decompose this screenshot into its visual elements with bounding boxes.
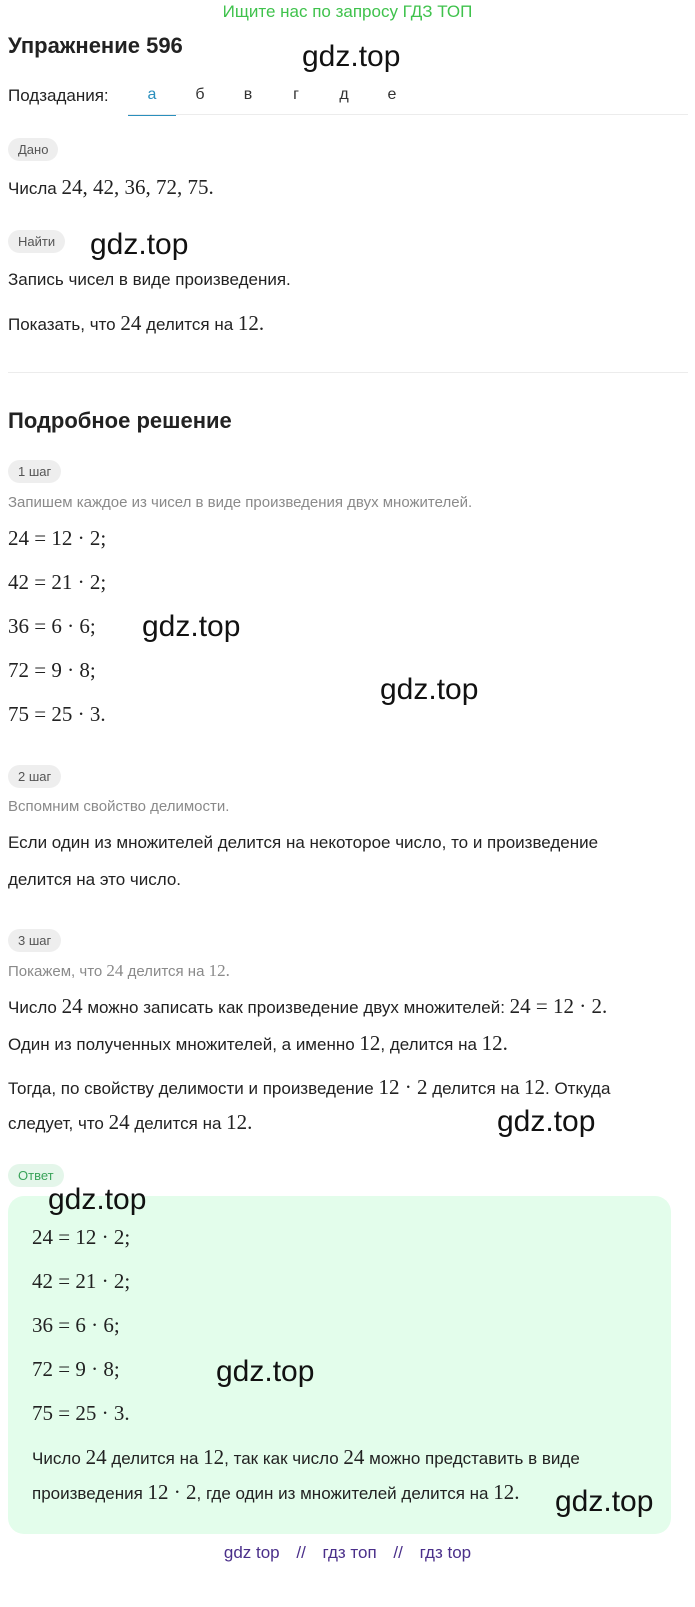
watermark: gdz.top bbox=[555, 1485, 654, 1518]
step1-eq-1: 24 = 12 · 2; bbox=[8, 526, 107, 550]
step3-l3-n: 12 bbox=[524, 1075, 546, 1099]
watermark: gdz.top bbox=[497, 1105, 596, 1138]
step2-badge: 2 шаг bbox=[8, 765, 61, 788]
step3-l3-eq: 12 · 2 bbox=[378, 1075, 428, 1099]
answer-line2 bbox=[32, 1481, 519, 1505]
step3-l1-a: Число bbox=[8, 998, 62, 1017]
step3-l2-n1: 12 bbox=[359, 1031, 381, 1055]
subtasks-label: Подзадания: bbox=[8, 86, 109, 105]
footer-separator: // bbox=[296, 1543, 306, 1562]
footer-link-gdz-top-ru[interactable]: гдз топ bbox=[322, 1543, 377, 1562]
step3-line2 bbox=[8, 1032, 508, 1056]
step1-eq-3: 36 = 6 · 6; bbox=[8, 614, 96, 638]
answer-eq-1: 24 = 12 · 2; bbox=[32, 1225, 131, 1249]
step3-hint-n1: 24 bbox=[106, 961, 124, 980]
answer-l2-n: 12. bbox=[493, 1480, 520, 1504]
step3-l2-a: Один из полученных множителей, а именно bbox=[8, 1035, 360, 1054]
step3-l1-n1: 24 bbox=[61, 994, 83, 1018]
footer-link-gdz-top-mixed[interactable]: гдз top bbox=[419, 1543, 472, 1562]
watermark: gdz.top bbox=[216, 1355, 315, 1388]
step3-line1 bbox=[8, 995, 607, 1019]
step2-line2: делится на это число. bbox=[8, 870, 182, 889]
answer-eq-3: 36 = 6 · 6; bbox=[32, 1313, 120, 1337]
watermark: gdz.top bbox=[302, 40, 401, 73]
find-line1: Запись чисел в виде произведения. bbox=[8, 270, 291, 289]
step1-eq-2: 42 = 21 · 2; bbox=[8, 570, 107, 594]
find-line2 bbox=[8, 312, 264, 336]
solution-title: Подробное решение bbox=[8, 408, 232, 433]
step1-badge: 1 шаг bbox=[8, 460, 61, 483]
tab-a[interactable]: а bbox=[128, 84, 176, 116]
answer-l2-b: , где один из множителей делится на bbox=[196, 1484, 494, 1503]
step3-hint bbox=[8, 961, 230, 981]
step2-hint: Вспомним свойство делимости. bbox=[8, 798, 230, 815]
footer-links bbox=[0, 1543, 695, 1563]
tab-e[interactable]: е bbox=[387, 86, 397, 103]
step3-l3-b: делится на bbox=[427, 1079, 525, 1098]
subtask-tabs bbox=[128, 84, 416, 116]
watermark: gdz.top bbox=[48, 1183, 147, 1216]
section-divider bbox=[8, 372, 688, 373]
answer-l1-a: Число bbox=[32, 1449, 86, 1468]
tab-b[interactable]: б bbox=[195, 86, 205, 103]
step3-l4-n1: 24 bbox=[108, 1110, 130, 1134]
answer-l1-n2: 12 bbox=[203, 1445, 225, 1469]
top-banner: Ищите нас по запросу ГДЗ ТОП bbox=[222, 2, 473, 21]
find-badge: Найти bbox=[8, 230, 65, 253]
watermark: gdz.top bbox=[380, 673, 479, 706]
step3-l3-a: Тогда, по свойству делимости и произведение bbox=[8, 1079, 379, 1098]
answer-l1-b: делится на bbox=[106, 1449, 204, 1468]
footer-link-gdz-top[interactable]: gdz top bbox=[223, 1543, 280, 1562]
step3-l2-b: , делится на bbox=[380, 1035, 482, 1054]
find-prefix: Показать, что bbox=[8, 315, 121, 334]
tab-d[interactable]: д bbox=[339, 86, 349, 103]
answer-eq-4: 72 = 9 · 8; bbox=[32, 1357, 120, 1381]
step3-l4-n2: 12. bbox=[226, 1110, 253, 1134]
footer-separator: // bbox=[393, 1543, 403, 1562]
step3-hint-prefix: Покажем, что bbox=[8, 963, 107, 980]
given-numbers: 24, 42, 36, 72, 75. bbox=[61, 175, 214, 199]
tab-v[interactable]: в bbox=[243, 86, 253, 103]
find-mid: делится на bbox=[141, 315, 238, 334]
given-prefix: Числа bbox=[8, 179, 62, 198]
answer-eq-2: 42 = 21 · 2; bbox=[32, 1269, 131, 1293]
answer-l1-c: , так как число bbox=[224, 1449, 344, 1468]
answer-l1-n1: 24 bbox=[85, 1445, 107, 1469]
answer-eq-5: 75 = 25 · 3. bbox=[32, 1401, 130, 1425]
step3-badge: 3 шаг bbox=[8, 929, 61, 952]
step3-l4-b: делится на bbox=[129, 1114, 227, 1133]
answer-badge: Ответ bbox=[8, 1164, 64, 1187]
step3-hint-n2: 12. bbox=[208, 961, 230, 980]
step3-line4 bbox=[8, 1111, 252, 1135]
given-badge: Дано bbox=[8, 138, 58, 161]
step3-l4-a: следует, что bbox=[8, 1114, 109, 1133]
step3-l3-c: . Откуда bbox=[545, 1079, 611, 1098]
step3-l1-b: можно записать как произведение двух множителей: bbox=[82, 998, 510, 1017]
step1-eq-4: 72 = 9 · 8; bbox=[8, 658, 96, 682]
find-n2: 12. bbox=[237, 311, 265, 335]
step3-l2-n2: 12. bbox=[481, 1031, 508, 1055]
step3-l1-eq: 24 = 12 · 2. bbox=[509, 994, 608, 1018]
step3-hint-mid: делится на bbox=[123, 963, 209, 980]
answer-l1-n3: 24 bbox=[343, 1445, 365, 1469]
find-n1: 24 bbox=[120, 311, 142, 335]
page-title: Упражнение 596 bbox=[8, 33, 183, 58]
given-text bbox=[8, 176, 214, 200]
answer-l2-eq: 12 · 2 bbox=[147, 1480, 197, 1504]
watermark: gdz.top bbox=[142, 610, 241, 643]
step2-line1: Если один из множителей делится на некоторое число, то и произведение bbox=[8, 833, 599, 852]
tab-g[interactable]: г bbox=[293, 86, 299, 103]
step1-hint: Запишем каждое из чисел в виде произведения двух множителей. bbox=[8, 494, 473, 511]
answer-l1-d: можно представить в виде bbox=[364, 1449, 580, 1468]
watermark: gdz.top bbox=[90, 228, 189, 261]
answer-line1 bbox=[32, 1446, 580, 1470]
step1-eq-5: 75 = 25 · 3. bbox=[8, 702, 106, 726]
answer-l2-a: произведения bbox=[32, 1484, 148, 1503]
tabs-divider bbox=[128, 114, 688, 115]
step3-line3 bbox=[8, 1076, 610, 1100]
